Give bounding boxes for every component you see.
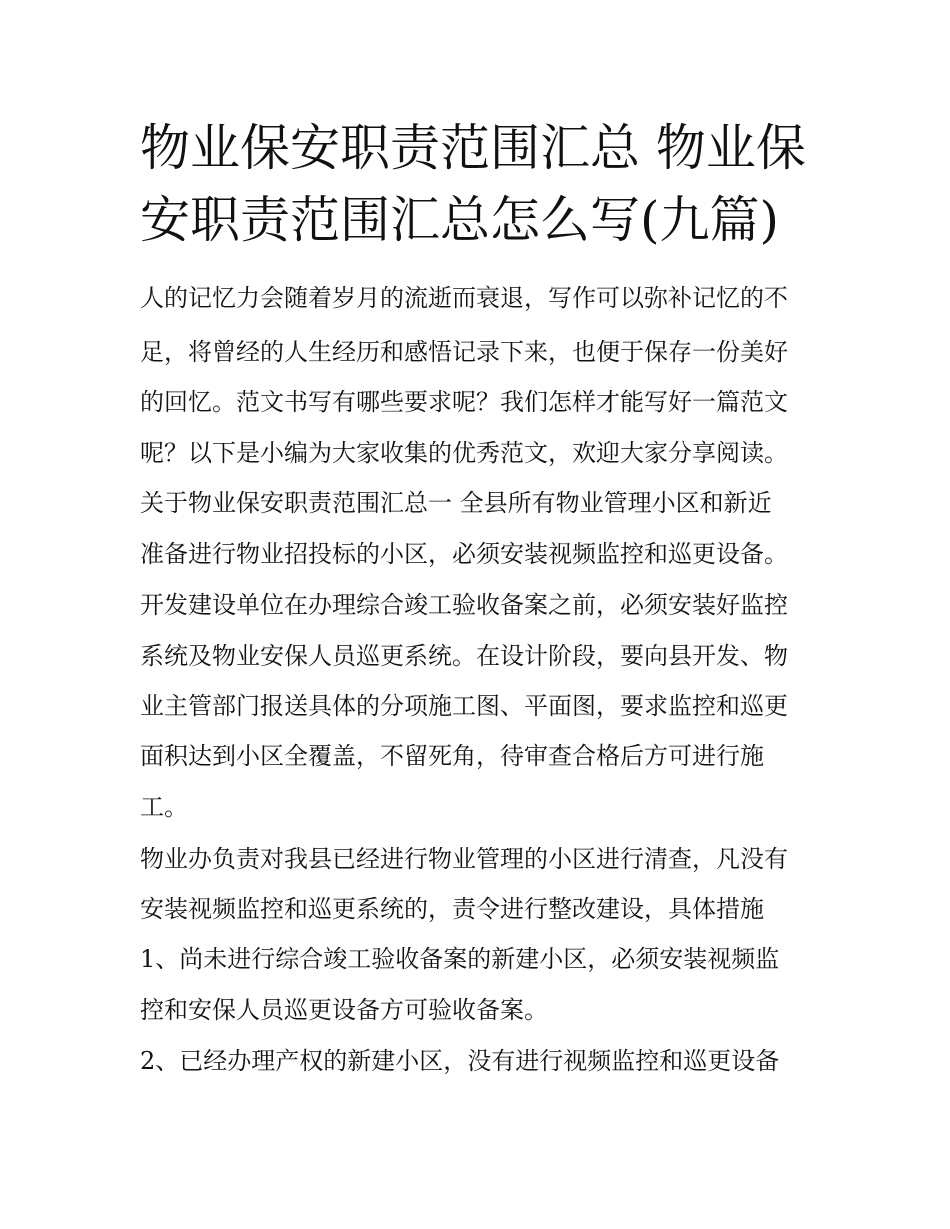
body-line: 的回忆。范文书写有哪些要求呢？我们怎样才能写好一篇范文 (140, 388, 788, 416)
body-line: 物业办负责对我县已经进行物业管理的小区进行清查，凡没有 (140, 845, 788, 873)
body-line: 控和安保人员巡更设备方可验收备案。 (140, 996, 548, 1024)
body-line: 2、已经办理产权的新建小区，没有进行视频监控和巡更设备 (140, 1047, 780, 1075)
body-line: 开发建设单位在办理综合竣工验收备案之前，必须安装好监控 (140, 591, 788, 619)
body-line: 足，将曾经的人生经历和感悟记录下来，也便于保存一份美好 (140, 338, 788, 366)
body-line: 人的记忆力会随着岁月的流逝而衰退，写作可以弥补记忆的不 (140, 284, 788, 312)
body-line: 面积达到小区全覆盖，不留死角，待审查合格后方可进行施 (140, 742, 764, 770)
body-line: 安装视频监控和巡更系统的，责令进行整改建设，具体措施 (140, 895, 764, 923)
body-line: 呢？以下是小编为大家收集的优秀范文，欢迎大家分享阅读。 (140, 439, 788, 467)
body-line: 关于物业保安职责范围汇总一 全县所有物业管理小区和新近 (140, 489, 772, 517)
body-line: 准备进行物业招投标的小区，必须安装视频监控和巡更设备。 (140, 540, 788, 568)
body-line: 工。 (140, 793, 188, 821)
body-line: 系统及物业安保人员巡更系统。在设计阶段，要向县开发、物 (140, 642, 788, 670)
document-title: 物业保安职责范围汇总 物业保安职责范围汇总怎么写(九篇) (140, 119, 806, 249)
body-line: 业主管部门报送具体的分项施工图、平面图，要求监控和巡更 (140, 692, 788, 720)
body-line: 1、尚未进行综合竣工验收备案的新建小区，必须安装视频监 (140, 945, 780, 973)
